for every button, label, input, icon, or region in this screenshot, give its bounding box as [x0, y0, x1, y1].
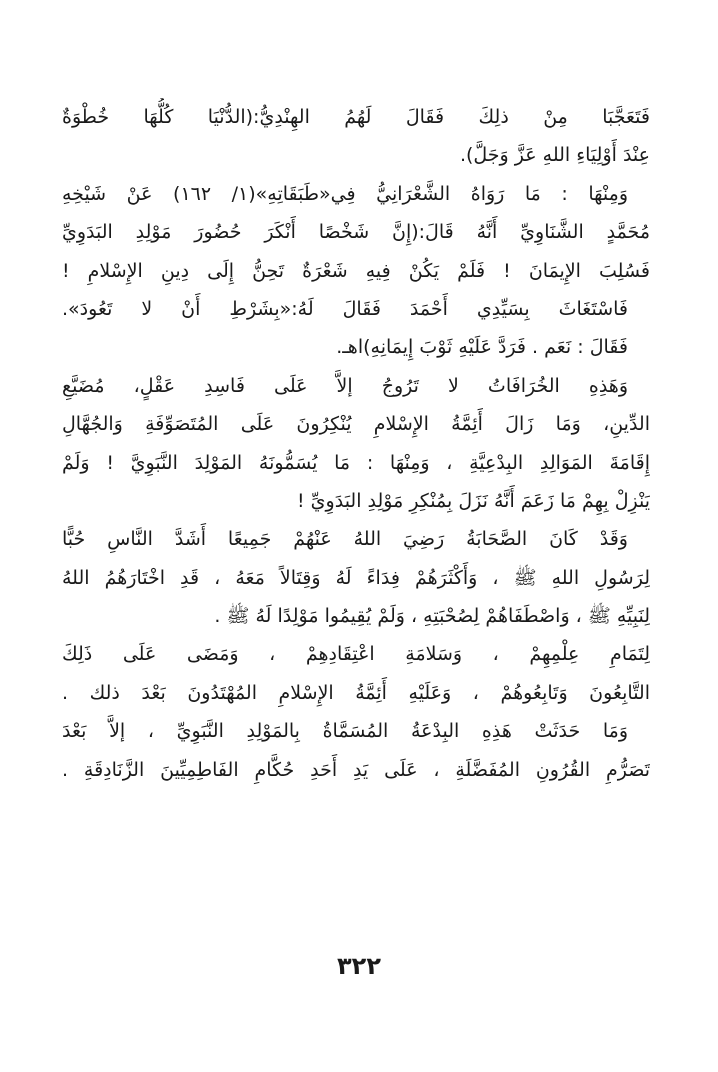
text-line: فَقَالَ : نَعَم . فَرَدَّ عَلَيْهِ ثَوْبَ إِيمَانِهِ)اهـ.: [336, 336, 628, 359]
text-line: لِرَسُولِ اللهِ ﷺ ، وَأَكْثَرَهُمْ فِدَاءً لَهُ وَقِتَالاً مَعَهُ ، قَدِ اخْتَارَهُمُ اللهُ: [62, 566, 650, 589]
page-number: ٣٢٢: [337, 952, 381, 980]
text-line: عِنْدَ أَوْلِيَاءِ اللهِ عَزَّ وَجَلَّ).: [459, 144, 650, 167]
text-line: إِقَامَةَ المَوَالِدِ البِدْعِيَّةِ ، وَمِنْهَا : مَا يُسَمُّونَهُ المَوْلِدَ النَّبَوِيَّ ! وَلَمْ: [62, 451, 650, 474]
text-line: يَنْزِلْ بِهِمْ مَا زَعَمَ أَنَّهُ نَزَلَ بِمُنْكِرِ مَوْلِدِ البَدَوِيِّ !: [297, 489, 650, 512]
text-line: وَمَا حَدَثَتْ هَذِهِ البِدْعَةُ المُسَمَّاةُ بِالمَوْلِدِ النَّبَوِيِّ ، إلاَّ بَعْدَ: [62, 720, 628, 743]
text-line: وَقَدْ كَانَ الصَّحَابَةُ رَضِيَ اللهُ عَنْهُمْ جَمِيعًا أَشَدَّ النَّاسِ حُبًّا: [62, 528, 628, 551]
text-line: وَمِنْهَا : مَا رَوَاهُ الشَّعْرَانِيُّ فِي«طَبَقَاتِهِ»(١/ ١٦٢) عَنْ شَيْخِهِ: [62, 182, 628, 205]
text-line: لِنَبِيِّهِ ﷺ ، وَاصْطَفَاهُمْ لِصُحْبَتِهِ ، وَلَمْ يُقِيمُوا مَوْلِدًا لَهُ ﷺ .: [214, 605, 650, 628]
text-line: فَسُلِبَ الإِيمَانَ ! فَلَمْ يَكُنْ فِيهِ شَعْرَةٌ تَحِنُّ إِلَى دِينِ الإِسْلامِ !: [62, 259, 650, 282]
text-line: تَصَرُّمِ القُرُونِ المُفَضَّلَةِ ، عَلَى يَدِ أَحَدِ حُكَّامِ الفَاطِمِيِّينَ الزَّنَادِقَةِ .: [62, 758, 650, 781]
text-line: التَّابِعُونَ وَتَابِعُوهُمْ ، وَعَلَيْهِ أَئِمَّةُ الإِسْلامِ المُهْتَدُونَ بَعْدَ ذلك .: [62, 681, 650, 704]
text-line: لِتَمَامِ عِلْمِهِمْ ، وَسَلامَةِ اعْتِقَادِهِمْ ، وَمَضَى عَلَى ذَلِكَ: [62, 643, 650, 666]
body-text: [62, 98, 650, 789]
text-line: مُحَمَّدٍ الشَّنَاوِيِّ أَنَّهُ قَالَ:(إِنَّ شَخْصًا أَنْكَرَ حُضُورَ مَوْلِدِ البَدَوِيِّ: [62, 221, 650, 244]
text-line: وَهَذِهِ الخُرَافَاتُ لا تَرُوجُ إلاَّ عَلَى فَاسِدِ عَقْلٍ، مُضَيَّعِ: [62, 374, 628, 397]
text-line: الدِّينِ، وَمَا زَالَ أَئِمَّةُ الإِسْلامِ يُنْكِرُونَ عَلَى المُتَصَوِّفَةِ وَالجُهَّالِ: [62, 413, 650, 436]
text-line: فَتَعَجَّبَا مِنْ ذلِكَ فَقَالَ لَهُمُ الهِنْدِيُّ:(الدُّنْيَا كُلُّهَا خُطْوَةٌ: [62, 106, 650, 128]
text-line: فَاسْتَغَاثَ بِسَيِّدِي أَحْمَدَ فَقَالَ لَهُ:«بِشَرْطِ أَنْ لا تَعُودَ».: [62, 297, 628, 320]
